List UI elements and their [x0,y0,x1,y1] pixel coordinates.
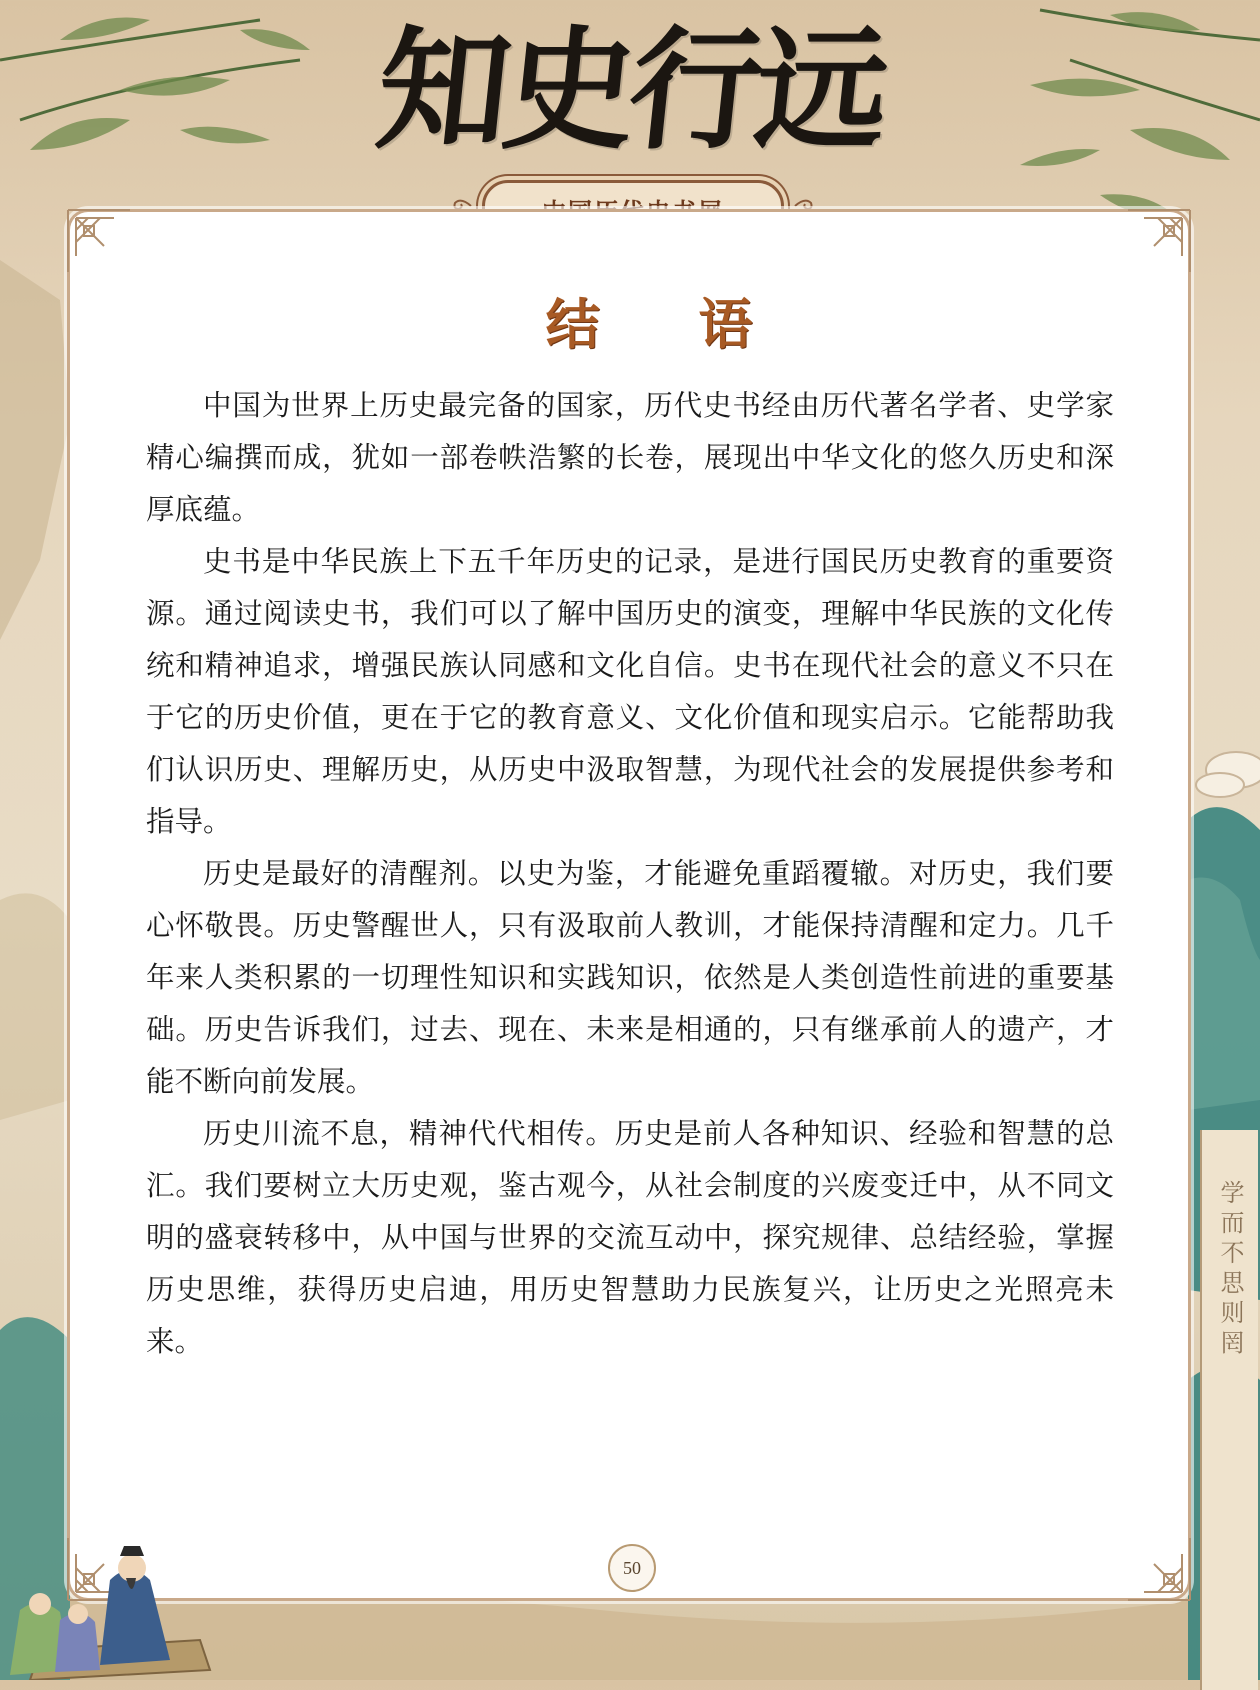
body-text [146,380,1114,1368]
paragraph: 历史是最好的清醒剂。以史为鉴，才能避免重蹈覆辙。对历史，我们要心怀敬畏。历史警醒世人，只有汲取前人教训，才能保持清醒和定力。几千年来人类积累的一切理性知识和实践知识，依然是人类创造性前进的重要基础。历史告诉我们，过去、现在、未来是相通的，只有继承前人的遗产，才能不断向前发展。 [146,857,1114,1098]
side-calligraphy-scroll [1200,1130,1258,1690]
paragraph: 历史川流不息，精神代代相传。历史是前人各种知识、经验和智慧的总汇。我们要树立大历史观，鉴古观今，从社会制度的兴废变迁中，从不同文明的盛衰转移中，从中国与世界的交流互动中，探究规律、总结经验，掌握历史思维，获得历史启迪，用历史智慧助力民族复兴，让历史之光照亮未来。 [146,1117,1114,1358]
main-title: 知史行远 [369,13,891,168]
cloud-icon [1196,752,1260,797]
paragraph: 史书是中华民族上下五千年历史的记录，是进行国民历史教育的重要资源。通过阅读史书，我们可以了解中国历史的演变，理解中华民族的文化传统和精神追求，增强民族认同感和文化自信。史书在现代社会的意义不只在于它的历史价值，更在于它的教育意义、文化价值和现实启示。它能帮助我们认识历史、理解历史，从历史中汲取智慧，为现代社会的发展提供参考和指导。 [146,545,1114,838]
page-header [0,0,1260,230]
lattice-corner-icon [1124,206,1194,276]
content-panel [70,212,1188,1598]
lattice-corner-icon [1124,1534,1194,1604]
section-heading: 结 语 [545,293,793,356]
side-calligraphy-text: 学而不思则罔 [1216,1180,1244,1360]
scholar-figures-illustration [0,1520,220,1680]
lattice-corner-icon [64,206,134,276]
page-number: 50 [623,1557,641,1578]
page-number-badge [608,1544,656,1592]
left-mountain [0,260,70,640]
paragraph: 中国为世界上历史最完备的国家，历代史书经由历代著名学者、史学家精心编撰而成，犹如一部卷帙浩繁的长卷，展现出中华文化的悠久历史和深厚底蕴。 [146,389,1114,526]
